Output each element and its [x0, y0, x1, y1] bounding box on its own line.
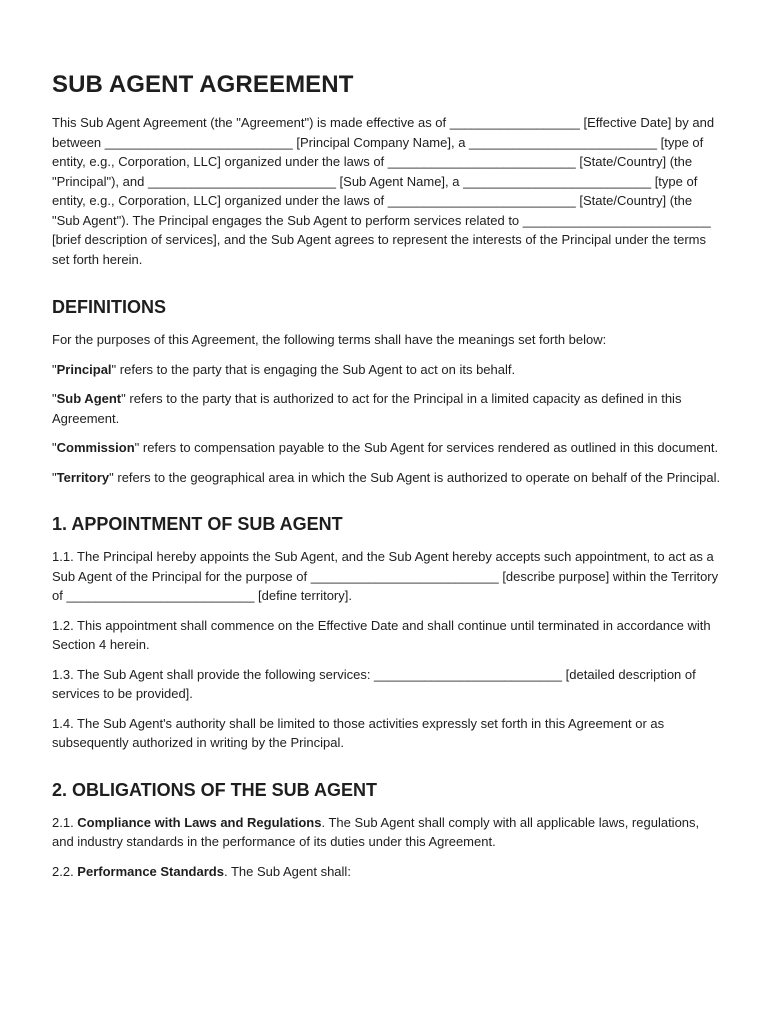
clause-title: Compliance with Laws and Regulations	[77, 814, 322, 830]
clause-1-2: 1.2. This appointment shall commence on the Effective Date and shall continue until terminated in accordance with Section 4 herein.	[52, 617, 711, 652]
clause-title: Performance Standards	[77, 863, 224, 879]
definitions-heading: DEFINITIONS	[52, 297, 167, 317]
appointment-heading: 1. APPOINTMENT OF SUB AGENT	[52, 514, 343, 534]
definition-term: Territory	[56, 469, 110, 485]
document-page	[52, 70, 722, 891]
clause-1-4: 1.4. The Sub Agent's authority shall be limited to those activities expressly set forth in this Agreement or as subsequently authorized in writing by the Principal.	[52, 715, 665, 750]
definition-commission: "Commission" refers to compensation payable to the Sub Agent for services rendered as outlined in this document.	[52, 440, 719, 455]
clause-1-3: 1.3. The Sub Agent shall provide the following services: __________________________ [detailed description of services to be provided].	[52, 666, 696, 701]
definition-text: refers to the geographical area in which the Sub Agent is authorized to operate on behalf of the Principal.	[113, 469, 721, 485]
document-title: SUB AGENT AGREEMENT	[52, 71, 354, 98]
definitions-lead: For the purposes of this Agreement, the following terms shall have the meanings set forth below:	[52, 332, 607, 347]
definition-term: Principal	[56, 361, 112, 377]
clause-2-2	[52, 862, 722, 882]
definition-text: refers to the party that is engaging the Sub Agent to act on its behalf.	[116, 361, 516, 377]
clause-number: 2.1.	[52, 814, 78, 830]
definition-text: refers to compensation payable to the Sub Agent for services rendered as outlined in this document.	[139, 440, 719, 455]
definition-term: Commission	[56, 440, 135, 455]
clause-1-1: 1.1. The Principal hereby appoints the Sub Agent, and the Sub Agent hereby accepts such appointment, to act as a Sub Agent of the Principal for the purpose of __________________________ [describe purpose] within the Territory of __________________________ [define territory].	[52, 549, 719, 603]
definition-principal: "Principal" refers to the party that is engaging the Sub Agent to act on its behalf.	[52, 361, 516, 377]
clause-2-1	[52, 813, 722, 852]
definition-term: Sub Agent	[56, 391, 122, 406]
definition-text: refers to the party that is authorized to act for the Principal in a limited capacity as defined in this Agreement.	[52, 391, 682, 426]
definition-sub-agent: "Sub Agent" refers to the party that is authorized to act for the Principal in a limited capacity as defined in this Agreement.	[52, 391, 682, 426]
intro-paragraph: This Sub Agent Agreement (the "Agreement") is made effective as of __________________ [Effective Date] by and between __________________________ [Principal Company Name], a __________________________ [type of entity, e.g., Corporation, LLC] organized under the laws of __________________________ [State/Country] (the "Principal"), and __________________________ [Sub Agent Name], a __________________________ [type of entity, e.g., Corporation, LLC] organized under the laws of __________________________ [State/Country] (the "Sub Agent"). The Principal engages the Sub Agent to perform services related to __________________________ [brief description of services], and the Sub Agent agrees to represent the interests of the Principal under the terms set forth herein.	[52, 115, 715, 267]
clause-text: . The Sub Agent shall comply with all applicable laws, regulations, and industry standards in the performance of its duties under this Agreement.	[52, 814, 700, 849]
clause-text: . The Sub Agent shall:	[223, 863, 351, 879]
definition-territory: "Territory" refers to the geographical area in which the Sub Agent is authorized to operate on behalf of the Principal.	[52, 469, 721, 485]
clause-number: 2.2.	[52, 863, 78, 879]
obligations-heading: 2. OBLIGATIONS OF THE SUB AGENT	[52, 779, 378, 800]
